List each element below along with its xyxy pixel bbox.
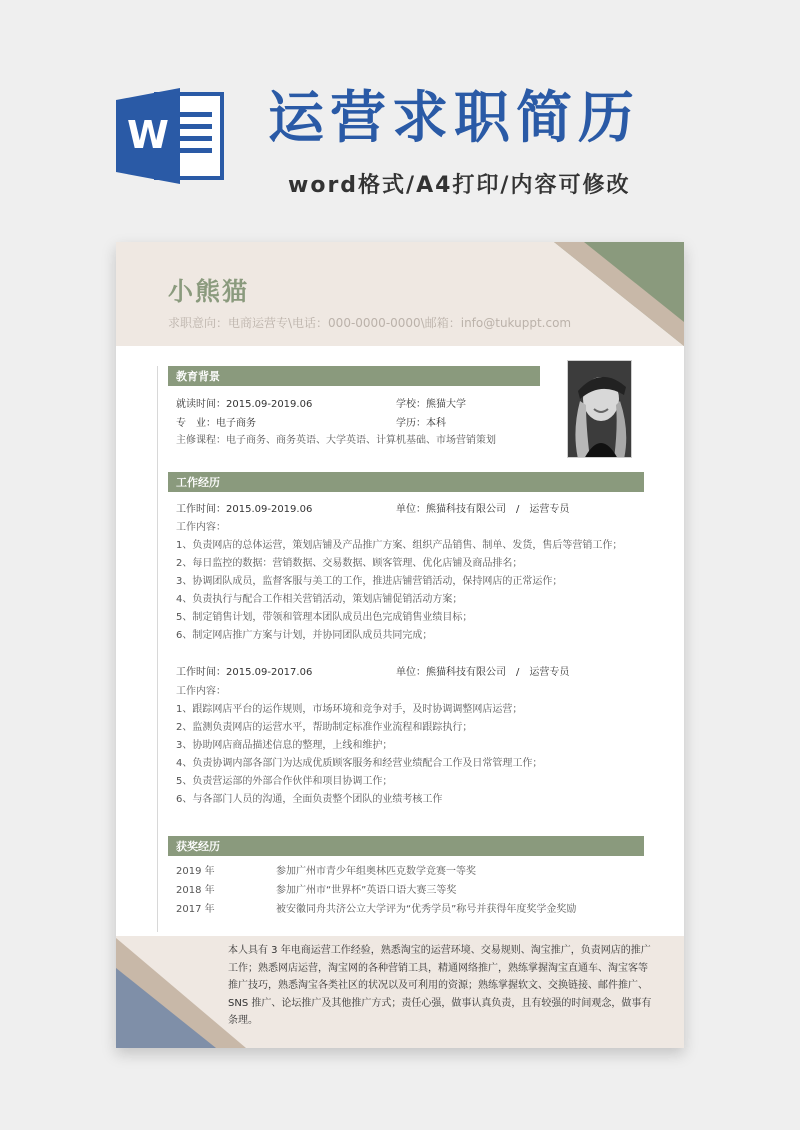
job-2-unit-value: 熊猫科技有限公司 / 运营专员 (426, 667, 570, 678)
job-2-time (176, 666, 312, 680)
education-courses (176, 434, 496, 448)
education-period (176, 398, 312, 412)
job-1-item: 1、负责网店的总体运营，策划店铺及产品推广方案、组织产品销售、制单、发货，售后等营销工作； (176, 540, 623, 551)
award-text: 参加广州市“世界杯”英语口语大赛三等奖 (276, 885, 457, 896)
award-year: 2019 年 (176, 866, 215, 877)
job-1-unit (396, 503, 569, 517)
contact-line: 求职意向：电商运营专\电话：000-0000-0000\邮箱：info@tukuppt.com (168, 316, 572, 330)
education-period-label: 就读时间： (176, 399, 226, 410)
job-1-time-value: 2015.09-2019.06 (226, 504, 313, 515)
job-1-unit-label: 单位： (396, 504, 426, 515)
job-1-item: 3、协调团队成员，监督客服与美工的工作，推进店铺营销活动，保持网店的正常运作； (176, 576, 563, 587)
job-2-item: 1、跟踪网店平台的运作规则，市场环境和竞争对手，及时协调调整网店运营； (176, 704, 523, 715)
award-text: 参加广州市青少年组奥林匹克数学竞赛一等奖 (276, 866, 476, 877)
promo-title: 运营求职简历 (268, 86, 640, 151)
corner-decoration-bottom-left (116, 938, 246, 1048)
promo-subtitle: word格式/A4打印/内容可修改 (288, 173, 631, 198)
self-summary: 本人具有 3 年电商运营工作经验，熟悉淘宝的运营环境、交易规则、淘宝推广，负责网店的推广工作；熟悉网店运营，淘宝网的各种营销工具，精通网络推广，熟练掌握淘宝直通车、淘宝客等推广技巧，熟悉淘宝各类社区的状况以及可利用的资源；熟练掌握软文、交换链接、邮件推广、SNS 推广、论坛推广及其他推广方式；责任心强，做事认真负责，且有较强的时间观念，做事有条理。 (228, 945, 652, 1026)
job-2-unit (396, 666, 569, 680)
award-year: 2018 年 (176, 885, 215, 896)
section-work (168, 472, 644, 492)
job-1-time (176, 503, 312, 517)
section-title-education: 教育背景 (176, 370, 220, 383)
timeline-divider (157, 366, 158, 932)
job-2-time-label: 工作时间： (176, 667, 226, 678)
job-2-content-label: 工作内容： (176, 686, 226, 697)
education-major-label: 专 业： (176, 418, 216, 429)
candidate-name: 小熊猫 (168, 277, 250, 306)
job-2-item: 6、与各部门人员的沟通，全面负责整个团队的业绩考核工作 (176, 794, 443, 805)
section-title-work: 工作经历 (176, 476, 220, 489)
job-2-item: 3、协助网店商品描述信息的整理，上线和维护； (176, 740, 393, 751)
job-1-item: 5、制定销售计划，带领和管理本团队成员出色完成销售业绩目标； (176, 612, 473, 623)
education-period-value: 2015.09-2019.06 (226, 399, 313, 410)
education-school-label: 学校： (396, 399, 426, 410)
job-1-item: 6、制定网店推广方案与计划，并协同团队成员共同完成； (176, 630, 433, 641)
education-courses-value: 电子商务、商务英语、大学英语、计算机基础、市场营销策划 (226, 435, 496, 446)
award-text: 被安徽同舟共济公立大学评为“优秀学员”称号并获得年度奖学金奖励 (276, 904, 577, 915)
award-year: 2017 年 (176, 904, 215, 915)
job-1-time-label: 工作时间： (176, 504, 226, 515)
job-1-unit-value: 熊猫科技有限公司 / 运营专员 (426, 504, 570, 515)
job-2-item: 5、负责营运部的外部合作伙伴和项目协调工作； (176, 776, 393, 787)
word-document-icon (116, 86, 226, 186)
profile-photo (567, 360, 632, 458)
job-2-item: 4、负责协调内部各部门为达成优质顾客服务和经营业绩配合工作及日常管理工作； (176, 758, 543, 769)
resume-paper (116, 242, 684, 1048)
job-1-item: 4、负责执行与配合工作相关营销活动，策划店铺促销活动方案； (176, 594, 463, 605)
education-school (396, 398, 466, 412)
job-2-time-value: 2015.09-2017.06 (226, 667, 313, 678)
corner-decoration-top-right (554, 242, 684, 346)
education-degree-label: 学历： (396, 418, 426, 429)
job-2-item: 2、监测负责网店的运营水平，帮助制定标准作业流程和跟踪执行； (176, 722, 473, 733)
education-courses-label: 主修课程： (176, 435, 226, 446)
section-title-awards: 获奖经历 (176, 840, 220, 853)
education-major (176, 417, 256, 431)
education-school-value: 熊猫大学 (426, 399, 466, 410)
job-2-unit-label: 单位： (396, 667, 426, 678)
job-1-item: 2、每日监控的数据：营销数据、交易数据、顾客管理、优化店铺及商品排名； (176, 558, 523, 569)
education-major-value: 电子商务 (216, 418, 256, 429)
education-degree-value: 本科 (426, 418, 446, 429)
education-degree (396, 417, 446, 431)
job-1-content-label: 工作内容： (176, 522, 226, 533)
section-awards (168, 836, 644, 856)
section-education (168, 366, 540, 386)
logo-letter: W (127, 113, 169, 157)
